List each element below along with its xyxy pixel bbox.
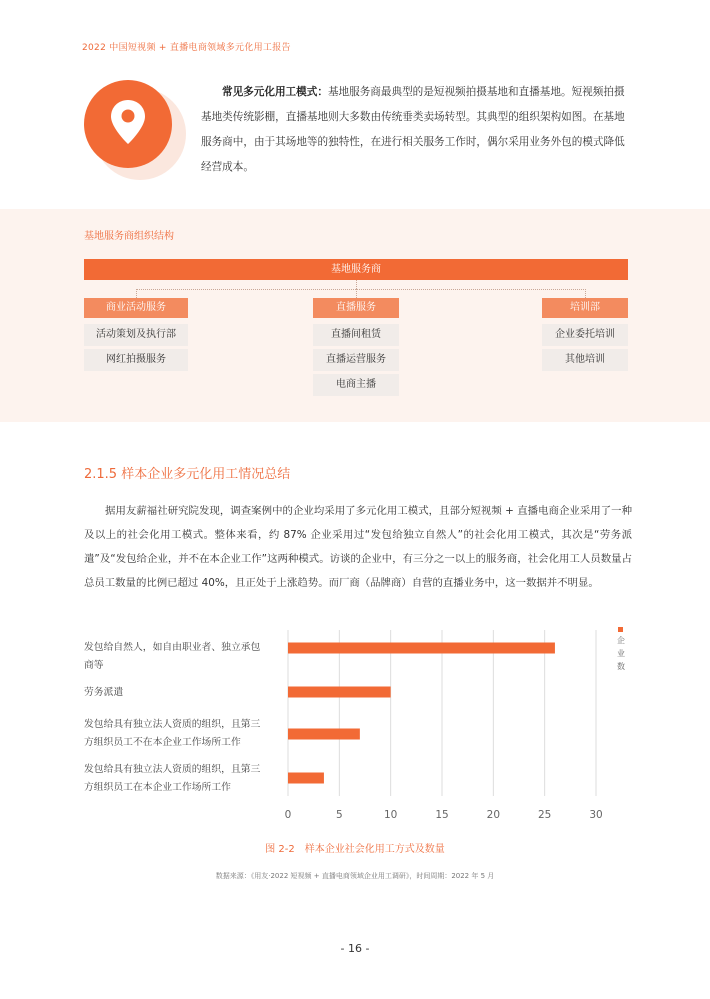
org-subnode: 直播运营服务 xyxy=(313,349,399,371)
bar-chart xyxy=(0,620,710,830)
figure-caption: 图 2-2 样本企业社会化用工方式及数量 xyxy=(265,844,445,855)
legend-swatch xyxy=(618,627,623,632)
org-subnode: 网红拍摄服务 xyxy=(84,349,188,371)
org-chart-title: 基地服务商组织结构 xyxy=(84,231,174,242)
chart-category-label: 劳务派遣 xyxy=(84,687,124,698)
connector xyxy=(356,280,357,289)
org-subnode: 电商主播 xyxy=(313,374,399,396)
x-tick-label: 5 xyxy=(335,809,343,821)
org-root-node: 基地服务商 xyxy=(84,259,628,280)
x-tick-label: 15 xyxy=(435,809,449,821)
org-node-commercial: 商业活动服务 xyxy=(84,298,188,318)
connector xyxy=(356,289,357,298)
bar xyxy=(288,687,391,698)
page-number: - 16 - xyxy=(340,942,370,955)
chart-category-label: 发包给自然人，如自由职业者、独立承包商等 xyxy=(84,642,261,671)
location-badge xyxy=(84,80,184,180)
x-tick-label: 25 xyxy=(537,809,552,821)
bar xyxy=(288,643,555,654)
intro-paragraph xyxy=(201,80,631,180)
bar xyxy=(288,773,324,784)
chart-category-label: 发包给具有独立法人资质的组织，且第三方组织员工在本企业工作场所工作 xyxy=(84,764,261,793)
section-paragraph: 据用友薪福社研究院发现，调查案例中的企业均采用了多元化用工模式，且部分短视频 + 直播电商企业采用了一种及以上的社会化用工模式。整体来看，约 87% 企业采用过“发包给独立自然人”的社会化用工模式，其次是“劳务派遣”及“发包给企业，并不在本企业工作”这两种模式。访谈的企业中，有三分之一以上的服务商，社会化用工人员数量占总员工数量的比例已超过 40%，且正处于上涨趋势。而厂商（品牌商）自营的直播业务中，这一数据并不明显。 xyxy=(84,505,632,589)
badge-circle xyxy=(84,80,172,168)
legend-label: 企业数 xyxy=(617,636,625,671)
connector xyxy=(136,289,586,290)
section-title: 2.1.5 样本企业多元化用工情况总结 xyxy=(84,467,291,482)
location-pin-icon xyxy=(108,98,148,146)
org-subnode: 直播间租赁 xyxy=(313,324,399,346)
x-tick-label: 20 xyxy=(486,809,501,821)
org-subnode: 企业委托培训 xyxy=(542,324,628,346)
org-subnode: 活动策划及执行部 xyxy=(84,324,188,346)
intro-text: 基地服务商最典型的是短视频拍摄基地和直播基地。短视频拍摄基地类传统影棚，直播基地则大多数由传统垂类卖场转型。其典型的组织架构如图。在基地服务商中，由于其场地等的独特性，在进行相关服务工作时，偶尔采用业务外包的模式降低经营成本。 xyxy=(201,86,625,173)
x-tick-label: 30 xyxy=(589,809,603,821)
org-subnode: 其他培训 xyxy=(542,349,628,371)
bar xyxy=(288,729,360,740)
org-node-training: 培训部 xyxy=(542,298,628,318)
x-tick-label: 10 xyxy=(383,809,398,821)
x-tick-label: 0 xyxy=(284,809,292,821)
connector xyxy=(585,289,586,298)
org-node-live: 直播服务 xyxy=(313,298,399,318)
connector xyxy=(136,289,137,298)
intro-bold: 常见多元化用工模式： xyxy=(222,86,328,98)
chart-category-label: 发包给具有独立法人资质的组织，且第三方组织员工不在本企业工作场所工作 xyxy=(84,719,261,748)
report-header: 2022 中国短视频 + 直播电商领域多元化用工报告 xyxy=(82,43,291,53)
data-source: 数据来源：《用友·2022 短视频 + 直播电商领域企业用工调研》，时间周期：2022 年 5 月 xyxy=(215,872,495,880)
